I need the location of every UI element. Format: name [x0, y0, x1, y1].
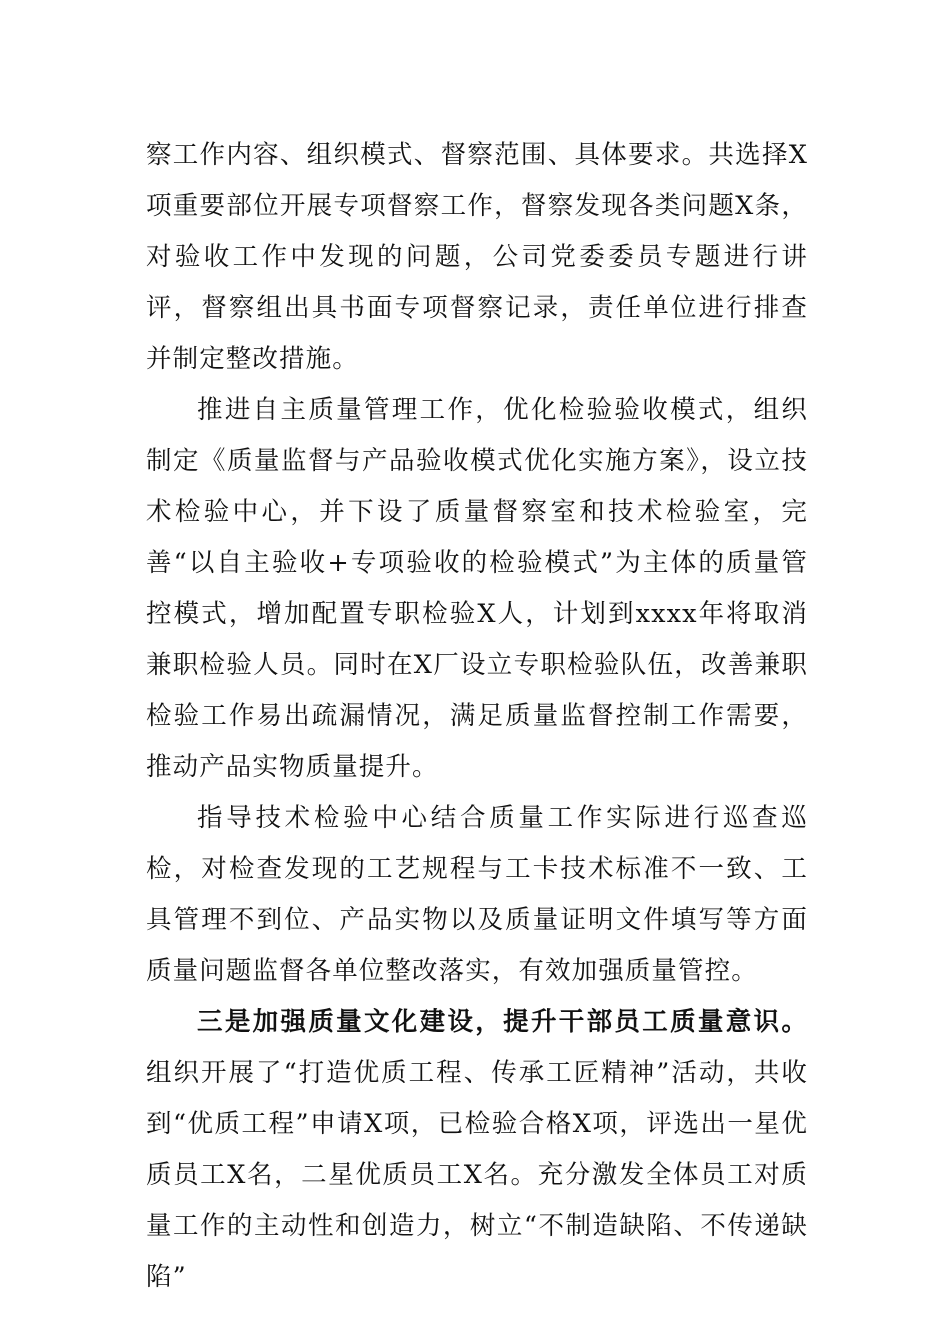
paragraph-text: 指导技术检验中心结合质量工作实际进行巡查巡检，对检查发现的工艺规程与工卡技术标准不一致、工具管理不到位、产品实物以及质量证明文件填写等方面质量问题监督各单位整改落实，有效加强质量管控。: [146, 803, 808, 986]
paragraph-text: 组织开展了“打造优质工程、传承工匠精神”活动，共收到“优质工程”申请X项，已检验合格X项，评选出一星优质员工X名，二星优质员工X名。充分激发全体员工对质量工作的主动性和创造力，树立“不制造缺陷、不传递缺陷”: [146, 1058, 808, 1292]
paragraph-self-quality-management: [146, 385, 808, 793]
paragraph-inspection-content: [146, 130, 808, 385]
paragraph-bold-heading: 三是加强质量文化建设，提升干部员工质量意识。: [197, 1007, 808, 1037]
paragraph-quality-culture: [146, 997, 808, 1303]
paragraph-technical-inspection-center: [146, 793, 808, 997]
body-text: [146, 130, 808, 1303]
paragraph-text: 推进自主质量管理工作，优化检验验收模式，组织制定《质量监督与产品验收模式优化实施方案》，设立技术检验中心，并下设了质量督察室和技术检验室，完善“以自主验收+专项验收的检验模式”为主体的质量管控模式，增加配置专职检验X人，计划到xxxx年将取消兼职检验人员。同时在X厂设立专职检验队伍，改善兼职检验工作易出疏漏情况，满足质量监督控制工作需要，推动产品实物质量提升。: [146, 395, 808, 782]
paragraph-text: 察工作内容、组织模式、督察范围、具体要求。共选择X项重要部位开展专项督察工作，督察发现各类问题X条，对验收工作中发现的问题，公司党委委员专题进行讲评，督察组出具书面专项督察记录，责任单位进行排查并制定整改措施。: [146, 140, 808, 374]
